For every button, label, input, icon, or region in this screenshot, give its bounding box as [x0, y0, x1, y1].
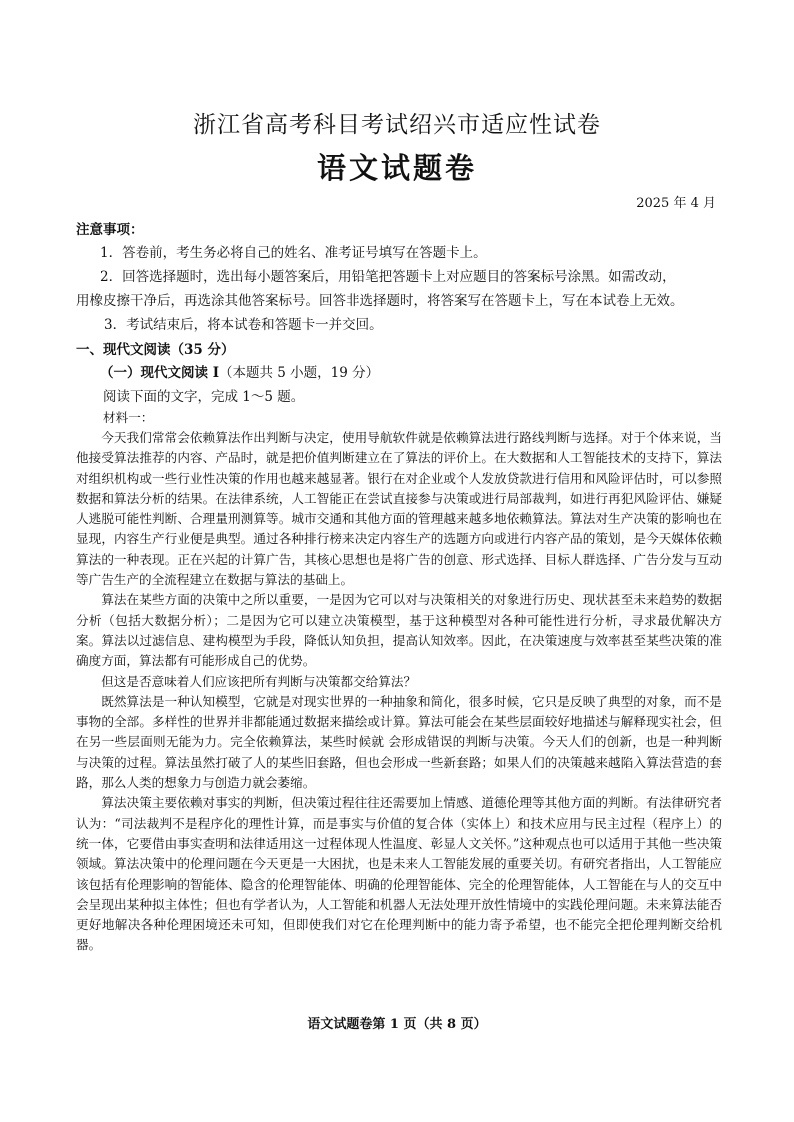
page-footer: 语文试题卷第 1 页（共 8 页）: [307, 1017, 487, 1032]
paragraph: 今天我们常常会依赖算法作出判断与决定，使用导航软件就是依赖算法进行路线判断与选择。对于个体来说，当他接受算法推荐的内容、产品时，就是把价值判断建立在了算法的评价上。在大数据和人工智能技术的支持下，算法对组织机构或一些行业性决策的作用也越来越显著。银行在对企业或个人发放贷款进行信用和风险评估时，可以参照数据和算法分析的结果。在法律系统，人工智能正在尝试直接参与决策或进行局部裁判，如进行再犯风险评估、嫌疑人逃脱可能性判断、合理量刑测算等。城市交通和其他方面的管理越来越多地依赖算法。算法对生产决策的影响也在显现，内容生产行业便是典型。通过各种排行榜来决定内容生产的选题方向或进行内容产品的策划，是今天媒体依赖算法的一种表现。正在兴起的计算广告，其核心思想也是将广告的创意、形式选择、目标人群选择、广告分发与互动等广告生产的全流程建立在数据与算法的基础上。: [76, 430, 722, 588]
reading-instruction: 阅读下面的文字，完成 1～5 题。: [103, 389, 305, 405]
notice-item-2a: 2．回答选择题时，选出每小题答案后，用铅笔把答题卡上对应题目的答案标号涂黑。如需改动，: [100, 269, 676, 285]
paragraph: 但这是否意味着人们应该把所有判断与决策都交给算法？: [101, 673, 417, 689]
exam-subtitle: 语文试题卷: [316, 151, 477, 185]
notice-heading: 注意事项：: [76, 222, 144, 238]
paragraph: 既然算法是一种认知模型，它就是对现实世界的一种抽象和简化，很多时候，它只是反映了典型的对象，而不是事物的全部。多样性的世界并非都能通过数据来描绘或计算。算法可能会在某些层面较好地描述与解释现实社会，但在另一些层面则无能为力。完全依赖算法，某些时候就 会形成错误的判断与决策。今天人们的创新，也是一种判断与决策的过程。算法虽然打破了人的某些旧套路，但也会形成一些新套路；如果人们的决策越来越陷入算法营造的套路，那么人类的想象力与创造力就会萎缩。: [76, 693, 722, 791]
subsection-title: （一）现代文阅读 I: [100, 365, 220, 381]
notice-item-3: 3．考试结束后，将本试卷和答题卡一并交回。: [104, 317, 383, 333]
exam-date: 2025 年 4 月: [636, 196, 716, 211]
material-label: 材料一：: [103, 410, 154, 425]
subsection-heading: [100, 361, 746, 381]
section-heading: 一、现代文阅读（35 分）: [76, 342, 235, 358]
exam-title: 浙江省高考科目考试绍兴市适应性试卷: [193, 112, 601, 138]
article-body: [76, 428, 722, 956]
paragraph: 算法决策主要依赖对事实的判断，但决策过程往往还需要加上情感、道德伦理等其他方面的判断。有法律研究者认为：“司法裁判不是程序化的理性计算，而是事实与价值的复合体（实体上）和技术应用与民主过程（程序上）的统一体，它要借由事实查明和法律适用这一过程体现人性温度、彰显人文关怀。”这种观点也可以适用于其他一些决策领域。算法决策中的伦理问题在今天更是一大困扰，也是未来人工智能发展的重要关切。有研究者指出，人工智能应该包括有伦理影响的智能体、隐含的伦理智能体、明确的伦理智能体、完全的伦理智能体，人工智能在与人的交互中会呈现出某种拟主体性；但也有学者认为，人工智能和机器人无法处理开放性情境中的实践伦理问题。未来算法能否更好地解决各种伦理困境还未可知，但即使我们对它在伦理判断中的能力寄予希望，也不能完全把伦理判断交给机器。: [76, 795, 722, 953]
subsection-note: （本题共 5 小题，19 分）: [219, 365, 380, 381]
notice-item-1: 1．答卷前，考生务必将自己的姓名、准考证号填写在答题卡上。: [100, 245, 487, 261]
paragraph: 算法在某些方面的决策中之所以重要，一是因为它可以对与决策相关的对象进行历史、现状甚至未来趋势的数据分析（包括大数据分析）；二是因为它可以建立决策模型，基于这种模型对各种可能性进行分析，寻求最优解决方案。算法以过滤信息、建构模型为手段，降低认知负担，提高认知效率。因此，在决策速度与效率甚至某些决策的准确度方面，算法都有可能形成自己的优势。: [76, 592, 722, 669]
notice-item-2b: 用橡皮擦干净后，再选涂其他答案标号。回答非选择题时，将答案写在答题卡上，写在本试卷上无效。: [76, 293, 684, 309]
